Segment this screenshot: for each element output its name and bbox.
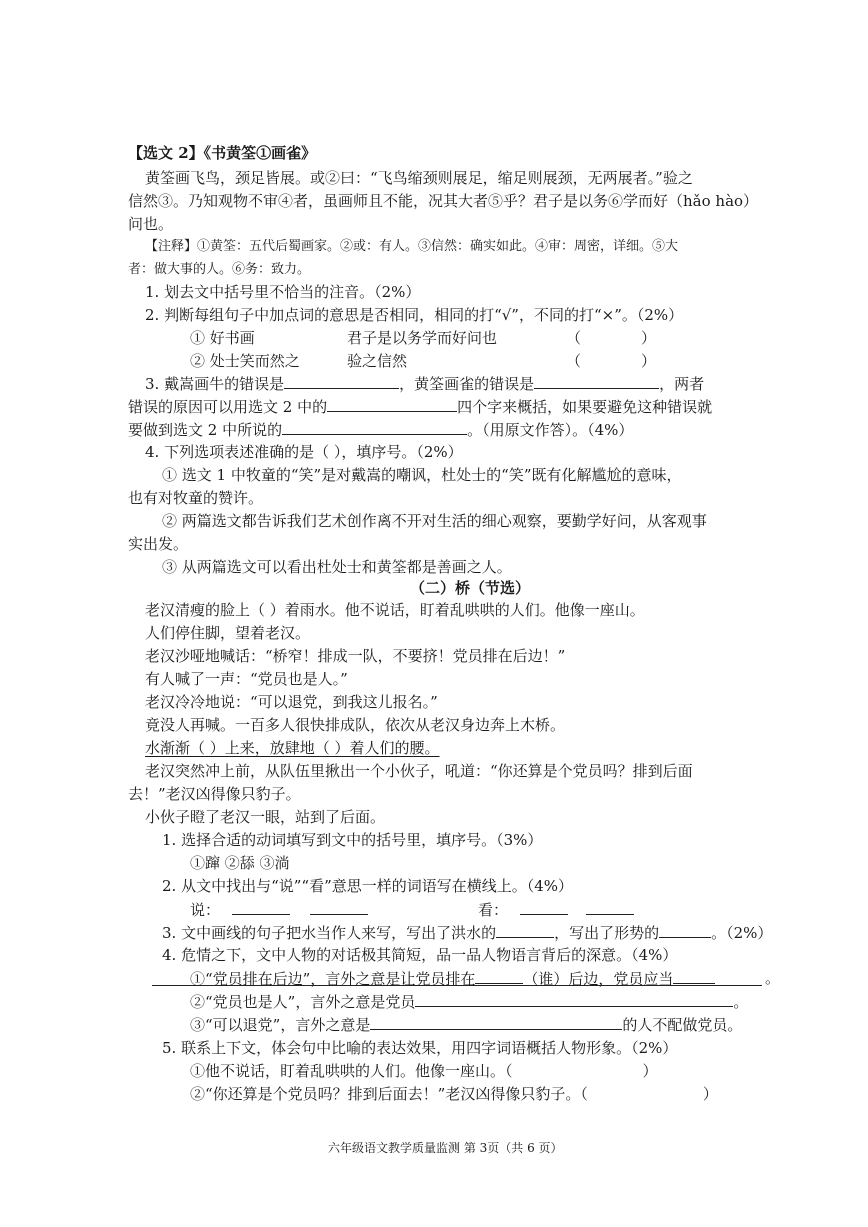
page-footer: 六年级语文教学质量监测 第 3页（共 6 页） [328,1141,563,1155]
passage-line: 竟没人再喊。一百多人很快排成队，依次从老汉身边奔上木桥。 [145,716,566,734]
q2-row2-right: 验之信然 [347,352,408,370]
q2-row1-left: ① 好书画 [190,329,255,347]
answer-blank[interactable] [232,899,290,915]
passage-line: 老汉沙哑地喊话：“桥窄！排成一队，不要挤！党员排在后边！” [145,647,566,665]
question-2: 2. 判断每组句子中加点词的意思是否相同，相同的打“√”，不同的打“×”。（2%） [145,306,684,324]
verb-options: ①蹿 ②舔 ③淌 [190,854,290,872]
answer-blank[interactable] [673,968,715,984]
answer-blank[interactable] [284,373,399,389]
dialogue-1: ①“党员排在后边”，言外之意是让党员排在 （谁）后边，党员应当 [190,968,715,989]
option-3: ③ 从两篇选文可以看出杜处士和黄筌都是善画之人。 [162,558,512,576]
answer-paren[interactable]: （ ） [566,329,657,347]
passage-heading: 【选文 2】《书黄筌①画雀》 [128,144,317,162]
passage-line: 有人喊了一声：“党员也是人。” [145,670,348,688]
metaphor-2: ②“你还算是个党员吗？排到后面去！”老汉凶得像只豹子。（ ） [190,1085,718,1103]
option-1-cont: 也有对牧童的赞许。 [128,489,264,507]
answer-paren[interactable]: （ ） [566,352,657,370]
question-5: 5. 联系上下文，体会句中比喻的表达效果，用四字词语概括人物形象。（2%） [162,1039,678,1057]
option-1: ① 选文 1 中牧童的“笑”是对戴嵩的嘲讽，杜处士的“笑”既有化解尴尬的意味， [162,466,682,484]
passage-line: 人们停住脚，望着老汉。 [145,624,311,642]
question-3-cont: 错误的原因可以用选文 2 中的 四个字来概括，如果要避免这种错误就 [128,398,713,416]
answer-blank[interactable] [534,373,659,389]
synonym-answers: 说： 看： [190,899,634,920]
passage-line: 信然③。乃知观物不审④者，虽画师且不能，况其大者⑤乎？君子是以务⑥学而好（hǎo hào） [128,192,759,210]
period: 。 [765,969,781,987]
answer-blank[interactable] [475,968,523,984]
question-1: 1. 选择合适的动词填写到文中的括号里，填序号。（3%） [162,831,543,849]
question-3: 3. 文中画线的句子把水当作人来写，写出了洪水的 ，写出了形势的 。（2%） [162,924,773,942]
question-2: 2. 从文中找出与“说”“看”意思一样的词语写在横线上。（4%） [162,877,574,895]
passage-line: 老汉突然冲上前，从队伍里揪出一个小伙子，吼道：“你还算是个党员吗？排到后面 [145,762,693,780]
q2-row2-left: ② 处士笑而然之 [190,352,300,370]
passage-line: 老汉冷冷地说：“可以退党，到我这儿报名。” [145,693,438,711]
option-2: ② 两篇选文都告诉我们艺术创作离不开对生活的细心观察，要勤学好问，从客观事 [162,512,707,530]
question-3-cont: 要做到选文 2 中所说的 。（用原文作答）。（4%） [128,421,634,439]
underlined-sentence: 水渐渐（ ）上来，放肆地（ ）着人们的腰。 [145,739,440,757]
answer-blank[interactable] [586,899,634,915]
answer-blank[interactable] [520,899,568,915]
passage-line: 黄筌画飞鸟，颈足皆展。或②曰：“飞鸟缩颈则展足，缩足则展颈，无两展者。”验之 [145,169,693,187]
question-4: 4. 下列选项表述准确的是（ ），填序号。（2%） [145,443,463,461]
answer-blank[interactable] [282,419,467,435]
answer-blank[interactable] [327,396,457,412]
q2-row1-right: 君子是以务学而好问也 [347,329,498,347]
question-4: 4. 危情之下，文中人物的对话极其简短，品一品人物语言背后的深意。（4%） [162,946,678,964]
answer-blank[interactable] [496,922,554,938]
answer-blank[interactable] [310,899,368,915]
answer-rule[interactable] [152,985,762,986]
passage-line: 小伙子瞪了老汉一眼，站到了后面。 [145,808,386,826]
dialogue-3: ③“可以退党”，言外之意是 的人不配做党员。 [190,1016,743,1034]
section-title: （二）桥（节选） [410,579,531,597]
passage-line: 问也。 [128,215,174,233]
option-2-cont: 实出发。 [128,535,189,553]
answer-blank[interactable] [370,1014,622,1030]
annotation-line: 者：做大事的人。⑥务：致力。 [128,262,311,277]
answer-blank[interactable] [415,991,733,1007]
passage-line: 老汉清瘦的脸上（ ）着雨水。他不说话，盯着乱哄哄的人们。他像一座山。 [145,601,645,619]
answer-blank[interactable] [659,922,711,938]
metaphor-1: ①他不说话，盯着乱哄哄的人们。他像一座山。（ ） [190,1062,658,1080]
question-3: 3. 戴嵩画牛的错误是 ，黄筌画雀的错误是 ，两者 [145,375,705,393]
annotation-line: 【注释】①黄筌：五代后蜀画家。②或：有人。③信然：确实如此。④审：周密，详细。⑤大 [145,239,679,254]
passage-line: 去！”老汉凶得像只豹子。 [128,785,301,803]
question-1: 1. 划去文中括号里不恰当的注音。（2%） [145,283,421,301]
dialogue-2: ②“党员也是人”，言外之意是党员 。 [190,993,749,1011]
